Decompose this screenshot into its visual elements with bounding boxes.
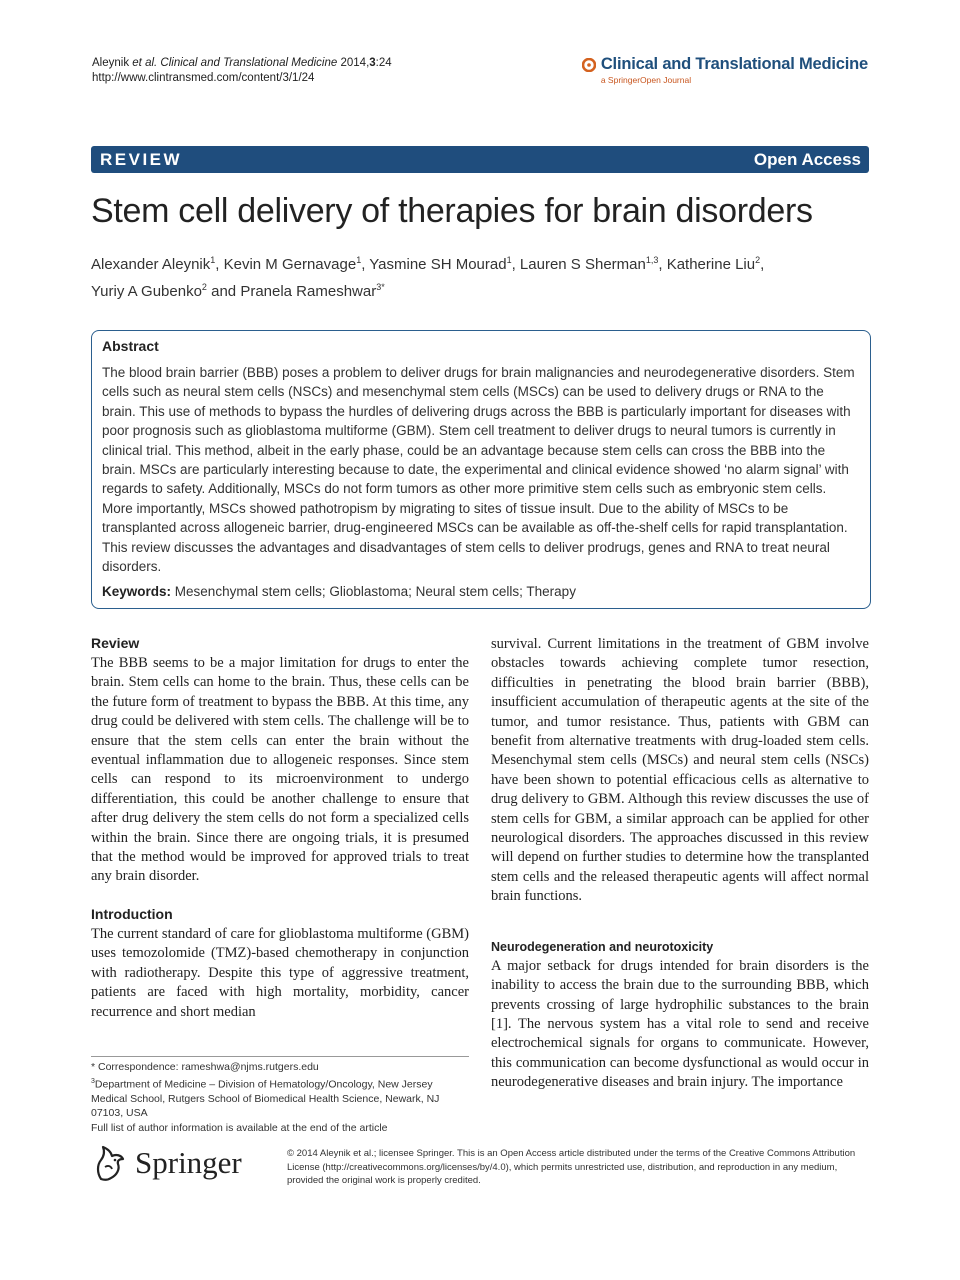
journal-subtitle: a SpringerOpen Journal (600, 75, 692, 85)
article-type-banner (91, 146, 869, 173)
introduction-continued-paragraph: survival. Current limitations in the treatment of GBM involve obstacles towards achieving complete tumor resection, difficulties in penetrating the blood brain barrier (BBB), insufficient accumulation of therapeutic agents at the site of the tumor, and tumor resistance. Thus, patients with GBM can benefit from alternative treatments with drug-loaded stem cells. Mesenchymal stem cells (MSCs) and neural stem cells (NSCs) have been shown to potential efficacious cells as alternative to drug delivery to GBM. Although this review discusses the use of stem cells for GBM, a similar approach can be applied for other neurological disorders. The approaches discussed in this review will depend on further studies to determine how the transplanted stem cells and the released therapeutic agents will affect normal brain functions. (491, 636, 869, 905)
review-paragraph: The BBB seems to be a major limitation for drugs to enter the brain. Stem cells can home to the brain. Thus, these cells can be the future form of treatment to bypass the BBB. At this time, any drug could be delivered with stem cells. The challenge will be to ensure that the stem cells can enter the brain without the eventual inflammation due to allogeneic responses. Since stem cells can respond to its microenvironment to undergo differentiation, this could be another challenge to ensure that after drug delivery the stem cells do not form a specialized cells within the brain. Since there are ongoing trials, it is presumed that the method would be improved for approved trials to treat any brain disorder. (91, 655, 469, 885)
author-list (91, 249, 871, 303)
introduction-paragraph: The current standard of care for glioblastoma multiforme (GBM) uses temozolomide (TMZ)-based chemotherapy in conjunction with radiotherapy. Despite this type of aggressive treatment, patients are faced with high mortality, morbidity, cancer recurrence and short median (91, 925, 469, 1020)
citation-header (92, 56, 392, 86)
correspondence-note: * Correspondence: rameshwa@njms.rutgers.edu (91, 1061, 319, 1073)
license-text: © 2014 Aleynik et al.; licensee Springer. This is an Open Access article distributed under the terms of the Creative Commons Attribution License (http://creativecommons.org/licenses/by/4.0), which permits unrestricted use, distribution, and reproduction in any medium, provided the original work is properly credited. (287, 1148, 856, 1186)
affiliation-text: Department of Medicine – Division of Hematology/Oncology, New Jersey Medical School, Rutgers School of Biomedical Health Science, Newark, NJ 07103, USA (91, 1078, 440, 1119)
author-separator: , (760, 256, 765, 273)
author-affiliation: 1 (356, 255, 362, 265)
article-type-label: REVIEW (100, 150, 183, 169)
keywords-list: Mesenchymal stem cells; Glioblastoma; Neural stem cells; Therapy (174, 584, 576, 600)
author-name: Katherine Liu (666, 256, 756, 273)
author-name: Pranela Rameshwar (240, 283, 377, 300)
journal-logo-icon (582, 58, 596, 72)
author-affiliation: 1 (210, 255, 216, 265)
author-separator: and (206, 283, 241, 300)
author-affiliation: 1,3 (645, 255, 659, 265)
right-column (491, 635, 869, 1093)
author-name: Kevin M Gernavage (223, 256, 357, 273)
author-name: Alexander Aleynik (91, 256, 211, 273)
journal-name: Clinical and Translational Medicine (600, 55, 868, 73)
keywords-label: Keywords: (102, 584, 172, 600)
citation-year: 2014, (340, 57, 370, 69)
introduction-heading: Introduction (91, 905, 173, 922)
author-affiliation: 2 (755, 255, 761, 265)
publisher-name: Springer (135, 1145, 242, 1180)
abstract-box (91, 330, 871, 609)
publisher-logo (91, 1143, 242, 1183)
author-affiliation: 2 (201, 282, 207, 292)
abstract-heading: Abstract (102, 338, 159, 354)
neurodegeneration-heading: Neurodegeneration and neurotoxicity (491, 939, 714, 954)
journal-logo (582, 55, 868, 85)
author-separator: , (215, 256, 224, 273)
affiliation-number: 3 (91, 1077, 95, 1085)
citation-journal: Clinical and Translational Medicine (160, 57, 338, 69)
keywords (102, 584, 860, 599)
open-access-label: Open Access (753, 150, 861, 169)
abstract-text: The blood brain barrier (BBB) poses a problem to deliver drugs for brain malignancies and neurodegenerative disorders. Stem cells such as neural stem cells (NSCs) and mesenchymal stem cells (MSCs) can be used to delivery drugs or RNA to the brain. This use of methods to bypass the hurdles of delivering drugs across the BBB is particularly important for diseases with poor prognosis such as glioblastoma multiforme (GBM). Stem cell treatment to deliver drugs to neural tumors is currently in clinical trial. This method, albeit in the early phase, could be an advantage because stem cells can cross the BBB into the brain. MSCs are particularly interesting because to date, the experimental and clinical evidence showed ‘no alarm signal’ with regards to safety. Additionally, MSCs do not form tumors as other more primitive stem cells such as embryonic stem cells. More importantly, MSCs showed pathotropism by migrating to sites of tissue insult. Due to the ability of MSCs to be transplanted across allogeneic barrier, drug-engineered MSCs can be available as off-the-shelf cells for rapid transplantation. This review discusses the advantages and disadvantages of stem cells to deliver prodrugs, genes and RNA to treat neural disorders. (102, 365, 855, 575)
affiliation-note (91, 1075, 469, 1121)
article-url[interactable]: http://www.clintransmed.com/content/3/1/24 (92, 72, 315, 84)
citation-volume: 3 (369, 57, 376, 69)
springer-horse-icon (91, 1143, 129, 1183)
article-title: Stem cell delivery of therapies for brain disorders (91, 192, 813, 230)
author-affiliation: 1 (506, 255, 512, 265)
full-author-info-note: Full list of author information is available at the end of the article (91, 1121, 388, 1134)
footnotes (91, 1056, 469, 1135)
author-name: Lauren S Sherman (519, 256, 646, 273)
review-heading: Review (91, 635, 140, 651)
citation-etal: et al. (132, 57, 158, 69)
author-separator: , (658, 256, 667, 273)
author-separator: , (361, 256, 370, 273)
author-name: Yasmine SH Mourad (369, 256, 507, 273)
citation-line (92, 56, 392, 71)
author-separator: , (511, 256, 520, 273)
citation-article: :24 (375, 57, 392, 69)
left-column (91, 635, 469, 1022)
citation-authors: Aleynik (92, 57, 130, 69)
author-name: Yuriy A Gubenko (91, 283, 202, 300)
author-affiliation: 3* (376, 282, 385, 292)
neurodegeneration-paragraph: A major setback for drugs intended for brain disorders is the inability to access the brain due to the surrounding BBB, which prevents crossing of large hydrophilic substances to the brain [1]. The nervous system has a vital role to send and receive electrochemical signals for organs to communicate. However, this communication can become dysfunctional as would occur in neurodegenerative diseases and brain injury. The importance (491, 957, 869, 1091)
